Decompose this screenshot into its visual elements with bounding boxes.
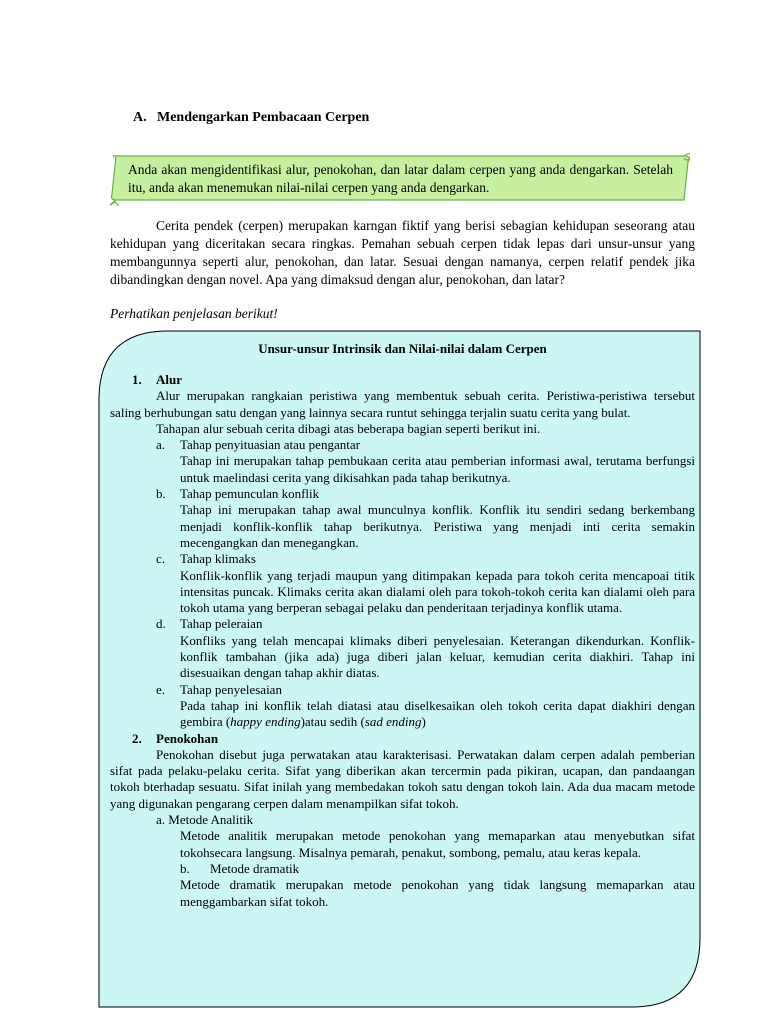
stage-a-title: a. Tahap penyituasian atau pengantar [156, 437, 360, 453]
method-a-desc: Metode analitik merupakan metode penokohan yang memaparkan atau menyebutkan sifat tokohsecara langsung. Misalnya pemarah, penakut, sombong, pemalu, atau keras kepala. [180, 828, 695, 860]
alur-stages-intro: Tahapan alur sebuah cerita dibagi atas beberapa bagian seperti berikut ini. [156, 420, 541, 436]
stage-d-desc: Konfliks yang telah mencapai klimaks diberi penyelesaian. Keterangan dikendurkan. Konflik-konflik tambahan (jika ada) juga diberi jalan keluar, kemudian cerita diakhiri. Tahap ini disesuaikan dengan tahap akhir diatas. [180, 632, 695, 681]
method-a-title: a. Metode Analitik [156, 812, 254, 828]
panel-title: Unsur-unsur Intrinsik dan Nilai-nilai dalam Cerpen [258, 341, 547, 356]
panel-content [110, 372, 695, 910]
penokohan-definition: Penokohan disebut juga perwatakan atau karakterisasi. Perwatakan dalam cerpen adalah pemberian sifat pada pelaku-pelaku cerita. Sifat yang diberikan akan tercermin pada pikiran, ucapan, dan pandaangan tokoh bterhadap sesuatu. Sifat inilah yang membedakan tokoh satu dengan tokoh lain. Ada dua macam metode yang digunakan pengarang cerpen dalam menampilkan sifat tokoh. [110, 746, 695, 811]
method-b-desc: Metode dramatik merupakan metode penokohan yang tidak langsung memaparkan atau menggambarkan sifat tokoh. [180, 877, 695, 909]
stage-b-desc: Tahap ini merupakan tahap awal munculnya konflik. Konflik itu sendiri sedang berkembang menjadi konflik-konflik tahap berikutnya. Peristiwa yang menjadi inti cerita semakin mecengangkan dan menegangkan. [180, 502, 695, 550]
alur-definition: Alur merupakan rangkaian peristiwa yang membentuk sebuah cerita. Peristiwa-peristiwa tersebut saling berhubungan satu dengan yang lainnya secara runtut sehingga terjalin suatu cerita yang bulat. [110, 388, 695, 420]
stage-c-desc: Konflik-konflik yang terjadi maupun yang ditimpakan kepada para tokoh cerita mencapoai titik intensitas puncak. Klimaks cerita akan dialami oleh para tokoh-tokoh cerita kan dialami oleh para tokoh utama yang berperan sebagai pelaku dan penderitaan terjadinya konflik utama. [180, 567, 695, 616]
stage-b-title: b. Tahap pemunculan konflik [156, 486, 320, 502]
section-letter: A. [133, 110, 147, 125]
stage-e-desc: Pada tahap ini konflik telah diatasi atau diselkesaikan oleh tokoh cerita dapat diakhiri dengan gembira (happy ending)atau sedih (sad ending) [180, 697, 695, 730]
section-title: Mendengarkan Pembacaan Cerpen [157, 110, 370, 125]
section-penokohan-heading: 2. Penokohan [132, 730, 219, 746]
intro-paragraph [110, 217, 695, 289]
section-alur-heading: 1. Alur [132, 372, 182, 387]
instruction-text: Perhatikan penjelasan berikut! [110, 306, 278, 321]
stage-d-title: d. Tahap peleraian [156, 616, 263, 632]
stage-a-desc: Tahap ini merupakan tahap pembukaan cerita atau pemberian informasi awal, terutama berfungsi untuk maelindasi cerita yang dikisahkan pada tahap berikutnya. [180, 453, 695, 485]
goal-text: Anda akan mengidentifikasi alur, penokohan, dan latar dalam cerpen yang anda dengarkan. Setelah itu, anda akan menemukan nilai-nilai cerpen yang anda dengarkan. [128, 162, 673, 195]
stage-c-title: c. Tahap klimaks [156, 551, 256, 567]
stage-e-title: e. Tahap penyelesaian [156, 681, 282, 697]
section-heading [133, 110, 369, 126]
intro-text: Cerita pendek (cerpen) merupakan karngan fiktif yang berisi sebagian kehidupan seseorang atau kehidupan yang diceritakan secara ringkas. Pemahan sebuah cerpen tidak lepas dari unsur-unsur yang membangunnya seperti alur, penokohan, dan latar. Sesuai dengan namanya, cerpen relatif pendek jika dibandingkan dengan novel. Apa yang dimaksud dengan alur, penokohan, dan latar? [110, 218, 695, 287]
method-b-title: b. Metode dramatik [180, 860, 300, 876]
